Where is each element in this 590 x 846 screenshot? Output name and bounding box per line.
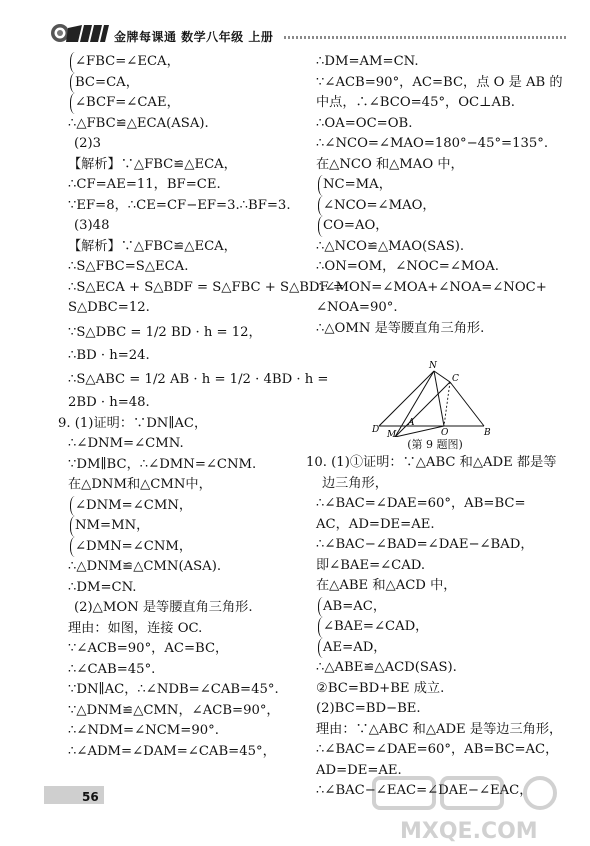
- text-line: ∵DN∥AC，∴∠NDB=∠CAB=45°.: [68, 682, 279, 697]
- text-line: ∴∠CAB=45°.: [68, 661, 156, 677]
- text-line: 【解析】∵△FBC≌△ECA，: [68, 156, 237, 172]
- text-line: 即∠BAE=∠CAD.: [316, 557, 426, 573]
- label-O: O: [441, 428, 449, 437]
- right-column-top: [316, 52, 563, 339]
- text-line: (2)BC=BD−BE.: [316, 701, 421, 716]
- text-line: ∵EF=8，∴CE=CF−EF=3.∴BF=3.: [68, 197, 291, 213]
- text-line: ∴∠NCO=∠MAO=180°−45°=135°.: [316, 136, 549, 151]
- text-line: ∵∠ACB=90°，AC=BC，点 O 是 AB 的: [316, 74, 563, 90]
- text-line: ∠NCO=∠MAO，: [318, 196, 554, 217]
- text-line: 9. (1)证明：∵DN∥AC，: [58, 415, 208, 431]
- text-line: AC，AD=DE=AE.: [316, 516, 435, 532]
- text-line: ∠NOA=90°.: [316, 300, 398, 315]
- text-line: AB=AC，: [318, 597, 554, 618]
- text-line: ∠BCF=∠CAE，: [70, 93, 300, 114]
- label-M: M: [387, 430, 397, 437]
- text-line: ∴△FBC≌△ECA(ASA).: [68, 115, 209, 131]
- watermark-logo: [370, 774, 590, 846]
- text-line: ∠DMN=∠CNM，: [70, 537, 300, 558]
- medal-ribbon-icon: [48, 22, 110, 46]
- header-dotted-rule: [284, 36, 568, 39]
- text-line: 中点，∴∠BCO=45°，OC⊥AB.: [316, 95, 515, 110]
- text-line: ∴DM=CN.: [68, 579, 137, 595]
- text-line: 10. (1)①证明：∵△ABC 和△ADE 都是等: [306, 455, 557, 470]
- text-line: ∴S△FBC=S△ECA.: [68, 259, 189, 274]
- text-line: ∴S△ABC = 1/2 AB · h = 1/2 · 4BD · h =: [68, 372, 329, 387]
- text-line: BC=CA，: [70, 73, 300, 94]
- text-line: ∴∠BAC=∠DAE=60°，AB=BC=: [316, 496, 526, 511]
- page-header: [48, 22, 568, 48]
- text-line: (2)3: [74, 136, 102, 151]
- label-B: B: [484, 428, 491, 437]
- text-line: ∵DM∥BC，∴∠DMN=∠CNM.: [68, 456, 257, 472]
- text-line: ∴DM=AM=CN.: [316, 54, 419, 69]
- label-A: A: [408, 418, 415, 428]
- geometry-figure: [316, 339, 554, 437]
- text-line: ∵∠ACB=90°，AC=BC，: [68, 641, 229, 656]
- text-line: ∴∠BAC−∠BAD=∠DAE−∠BAD，: [316, 537, 534, 552]
- text-line: NC=MA，: [318, 175, 554, 196]
- label-C: C: [452, 374, 459, 384]
- text-line: 【解析】∵△FBC≌△ECA，: [68, 238, 237, 254]
- text-line: 边三角形，: [322, 475, 388, 491]
- text-line: ∴BD · h=24.: [68, 347, 150, 363]
- label-D: D: [372, 425, 380, 435]
- header-title: 金牌每课通 数学八年级 上册: [114, 30, 274, 44]
- figure-caption: (第 9 题图): [407, 438, 463, 451]
- page-number: 56: [82, 790, 99, 804]
- text-line: AE=AD，: [318, 638, 554, 659]
- text-line: 在△NCO 和△MAO 中，: [316, 156, 464, 172]
- watermark-text: MXQE.COM: [400, 819, 538, 844]
- text-line: ∴△DNM≌△CMN(ASA).: [68, 559, 222, 574]
- label-N: N: [429, 361, 437, 371]
- text-line: CO=AO，: [318, 216, 554, 237]
- text-line: ∴S△ECA + S△BDF = S△FBC + S△BDF =: [68, 279, 344, 295]
- text-line: NM=MN，: [70, 516, 300, 537]
- text-line: S△DBC=12.: [68, 300, 150, 315]
- text-line: ∴∠BAC=∠DAE=60°，AB=BC=AC，: [316, 742, 559, 757]
- right-column: [306, 52, 563, 802]
- text-line: ∴△OMN 是等腰直角三角形.: [316, 320, 485, 336]
- text-line: ∴∠ADM=∠DAM=∠CAB=45°，: [68, 743, 276, 759]
- figure-9: [316, 339, 554, 437]
- text-line: ∴OA=OC=OB.: [316, 115, 413, 131]
- text-line: 在△ABE 和△ACD 中，: [316, 578, 457, 593]
- left-column: [58, 52, 344, 762]
- text-line: ∴∠BAC−∠EAC=∠DAE−∠EAC，: [316, 783, 533, 798]
- text-line: 理由：∵△ABC 和△ADE 是等边三角形，: [316, 721, 563, 737]
- text-line: ∠BAE=∠CAD，: [318, 617, 554, 638]
- text-line: (2)△MON 是等腰直角三角形.: [74, 600, 253, 615]
- text-line: ∴CF=AE=11，BF=CE.: [68, 177, 221, 192]
- text-line: (3)48: [74, 218, 110, 233]
- text-line: 2BD · h=48.: [68, 395, 150, 410]
- text-line: ∴∠NDM=∠NCM=90°.: [68, 723, 219, 738]
- text-line: ∴ON=OM，∠NOC=∠MOA.: [316, 259, 499, 274]
- text-line: ∴△ABE≌△ACD(SAS).: [316, 660, 457, 675]
- text-line: ∴∠MON=∠MOA+∠NOA=∠NOC+: [316, 279, 547, 295]
- text-line: AD=DE=AE.: [316, 762, 402, 778]
- right-column-bottom: [306, 453, 563, 802]
- text-line: ∵S△DBC = 1/2 BD · h = 12，: [68, 324, 262, 340]
- text-line: 在△DNM和△CMN中，: [68, 477, 212, 492]
- text-line: ∵△DNM≌△CMN，∠ACB=90°，: [68, 702, 280, 718]
- text-line: ②BC=BD+BE 成立.: [316, 680, 445, 696]
- text-line: ∠FBC=∠ECA，: [70, 52, 300, 73]
- text-line: ∴△NCO≌△MAO(SAS).: [316, 238, 465, 254]
- text-line: ∴∠DNM=∠CMN.: [68, 436, 184, 451]
- text-line: 理由：如图，连接 OC.: [68, 620, 203, 636]
- text-line: ∠DNM=∠CMN，: [70, 496, 300, 517]
